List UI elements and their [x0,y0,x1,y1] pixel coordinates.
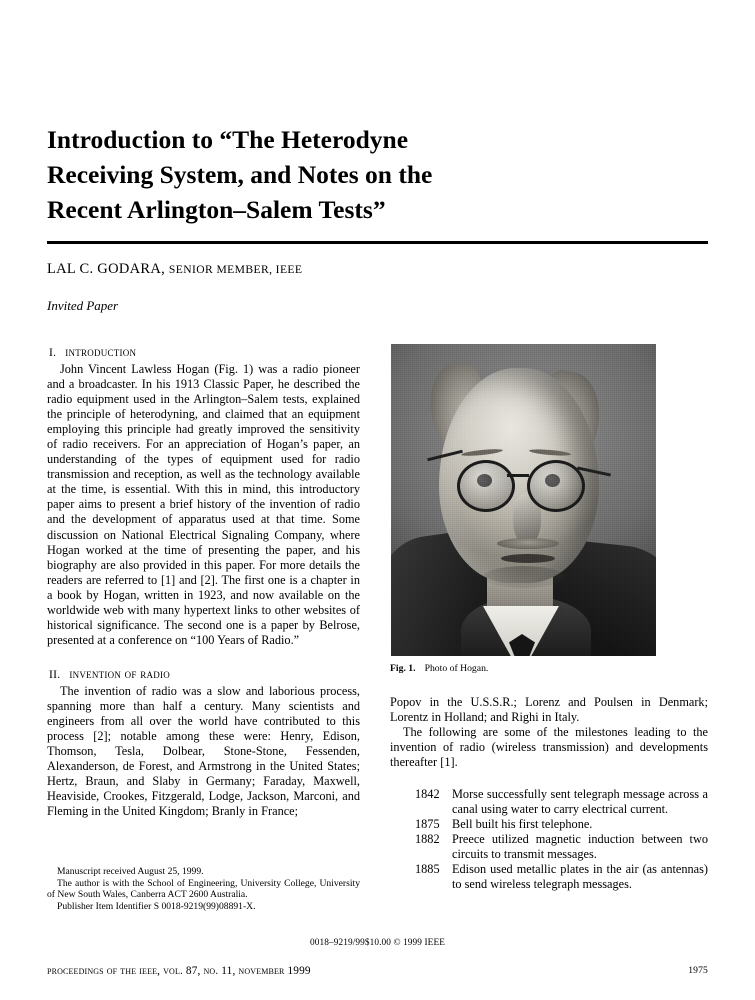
paper-type-label: Invited Paper [47,298,119,313]
milestone-description: Morse successfully sent telegraph message across a canal using water to carry electrical current. [452,787,708,817]
author-byline [47,261,302,278]
author-membership: SENIOR MEMBER, IEEE [168,263,303,276]
section-number: II. [49,667,61,681]
journal-reference: proceedings of the ieee, vol. 87, no. 11, november 1999 [47,965,311,977]
figure-photo-hogan [391,344,656,656]
milestones-list [390,787,708,892]
footnote-block [47,866,360,912]
title-divider [47,241,708,244]
milestone-description: Edison used metallic plates in the air (as antennas) to send wireless telegraph messages. [452,862,708,892]
list-item [390,862,708,892]
milestone-description: Preece utilized magnetic induction between two circuits to transmit messages. [452,832,708,862]
section-heading-introduction [47,344,360,360]
milestone-year: 1875 [415,817,440,832]
milestone-year: 1882 [415,832,440,847]
title-line-2: Receiving System, and Notes on the [47,160,433,189]
page-number: 1975 [688,965,708,976]
section-title: introduction [65,344,137,359]
left-column [47,344,360,819]
right-column [390,695,708,770]
section-introduction-paragraph: John Vincent Lawless Hogan (Fig. 1) was a radio pioneer and a broadcaster. In his 1913 Classic Paper, he described the radio equipment used in the Arlington–Salem tests, explained the principle of heterodyning, and claimed that an equipment employing this principle had greatly improved the sensitivity of radio receivers. For an appreciation of Hogan’s paper, an understanding of the types of equipment used for radio transmission and reception, as well as the technology available at the time, is essential. With this in mind, this introductory paper aims to present a brief history of the invention of radio and the development of apparatus used at that time. Some discussion on National Electrical Signaling Company, where Hogan worked at the time of presenting the paper, and his biography are also provided in this paper. For more details the readers are referred to [1] and [2]. The first one is a chapter in a book by Hogan, written in 1923, and now available on the worldwide web with many hypertext links to other websites of historical significance. The second one is a paper by Belrose, presented at a conference on “100 Years of Radio.” [47,362,360,647]
section-heading-invention [47,666,360,682]
figure-label: Fig. 1. [390,663,416,674]
list-item [390,832,708,862]
copyright-line: 0018–9219/99$10.00 © 1999 IEEE [309,938,446,948]
photo-film-grain [391,344,656,656]
list-item [390,817,708,832]
milestone-year: 1885 [415,862,440,877]
milestone-description: Bell built his first telephone. [452,817,593,832]
author-name: LAL C. GODARA, [47,261,166,277]
footnote-affiliation: The author is with the School of Engineering, University College, University of New South Wales, Canberra ACT 2600 Australia. [47,877,360,901]
footnote-received: Manuscript received August 25, 1999. [57,866,204,877]
section-invention-paragraph-left: The invention of radio was a slow and laborious process, spanning more than half a century. Many scientists and engineers from all over the world have contributed to this process [2]; notable among these were: Henry, Edison, Thomson, Tesla, Dolbear, Stone-Stone, Fessenden, Alexanderson, de Forest, and Armstrong in the United States; Hertz, Braun, and Slaby in Germany; Faraday, Maxwell, Heaviside, Crookes, Fitzgerald, Lodge, Jackson, Marconi, and Fleming in the United Kingdom; Branly in France; [47,683,360,819]
section-invention-paragraph-continued: Popov in the U.S.S.R.; Lorenz and Poulsen in Denmark; Lorentz in Holland; and Righi in Italy. [390,695,708,725]
page-footer [47,965,708,977]
title-line-1: Introduction to “The Heterodyne [47,125,409,154]
milestone-year: 1842 [415,787,440,801]
title-block [47,122,708,227]
portrait-photo-image [391,344,656,656]
figure-caption [390,663,488,674]
page-title [47,122,708,227]
figure-caption-text: Photo of Hogan. [424,663,489,674]
section-number: I. [49,346,57,359]
list-item [390,787,708,817]
section-title: invention of radio [69,665,170,681]
footnote-identifier: Publisher Item Identifier S 0018-9219(99)08891-X. [57,900,256,912]
section-invention-paragraph-milestones-intro: The following are some of the milestones leading to the invention of radio (wireless transmission) and developments thereafter [1]. [390,725,708,770]
title-line-3: Recent Arlington–Salem Tests” [47,195,386,224]
